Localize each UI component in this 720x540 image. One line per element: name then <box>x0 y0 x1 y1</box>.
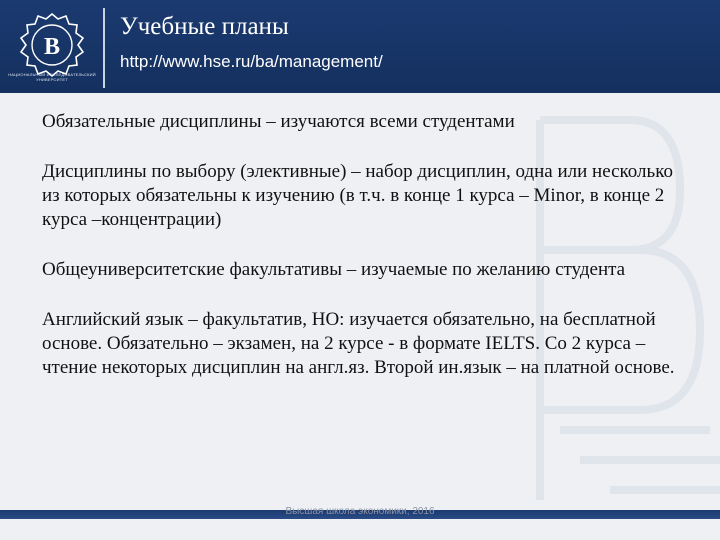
paragraph-electives: Дисциплины по выбору (элективные) – набор дисциплин, одна или несколько из которых обязательны к изучению (в т.ч. в конце 1 курса – Minor, в конце 2 курса –концентрации) <box>42 161 673 230</box>
paragraph-optional-courses: Общеуниверситетские факультативы – изучаемые по желанию студента <box>42 259 626 280</box>
footer-caption: Высшая школа экономики, 2016 <box>285 506 435 517</box>
slide-header <box>0 0 720 93</box>
slide-body <box>42 110 692 406</box>
slide-title: Учебные планы <box>120 13 289 40</box>
paragraph-english: Английский язык – факультатив, НО: изучается обязательно, на бесплатной основе. Обязательно – экзамен, на 2 курсе - в формате IELTS. Со 2 курса – чтение некоторых дисциплин на англ.яз. Второй ин.язык – на платной основе. <box>42 309 675 378</box>
logo-letter: В <box>43 34 61 60</box>
paragraph-mandatory: Обязательные дисциплины – изучаются всеми студентами <box>42 111 515 132</box>
slide-url[interactable]: http://www.hse.ru/ba/management/ <box>120 52 383 71</box>
header-divider <box>103 8 105 88</box>
logo-caption: НАЦИОНАЛЬНЫЙ ИССЛЕДОВАТЕЛЬСКИЙ УНИВЕРСИТЕТ <box>8 72 96 82</box>
